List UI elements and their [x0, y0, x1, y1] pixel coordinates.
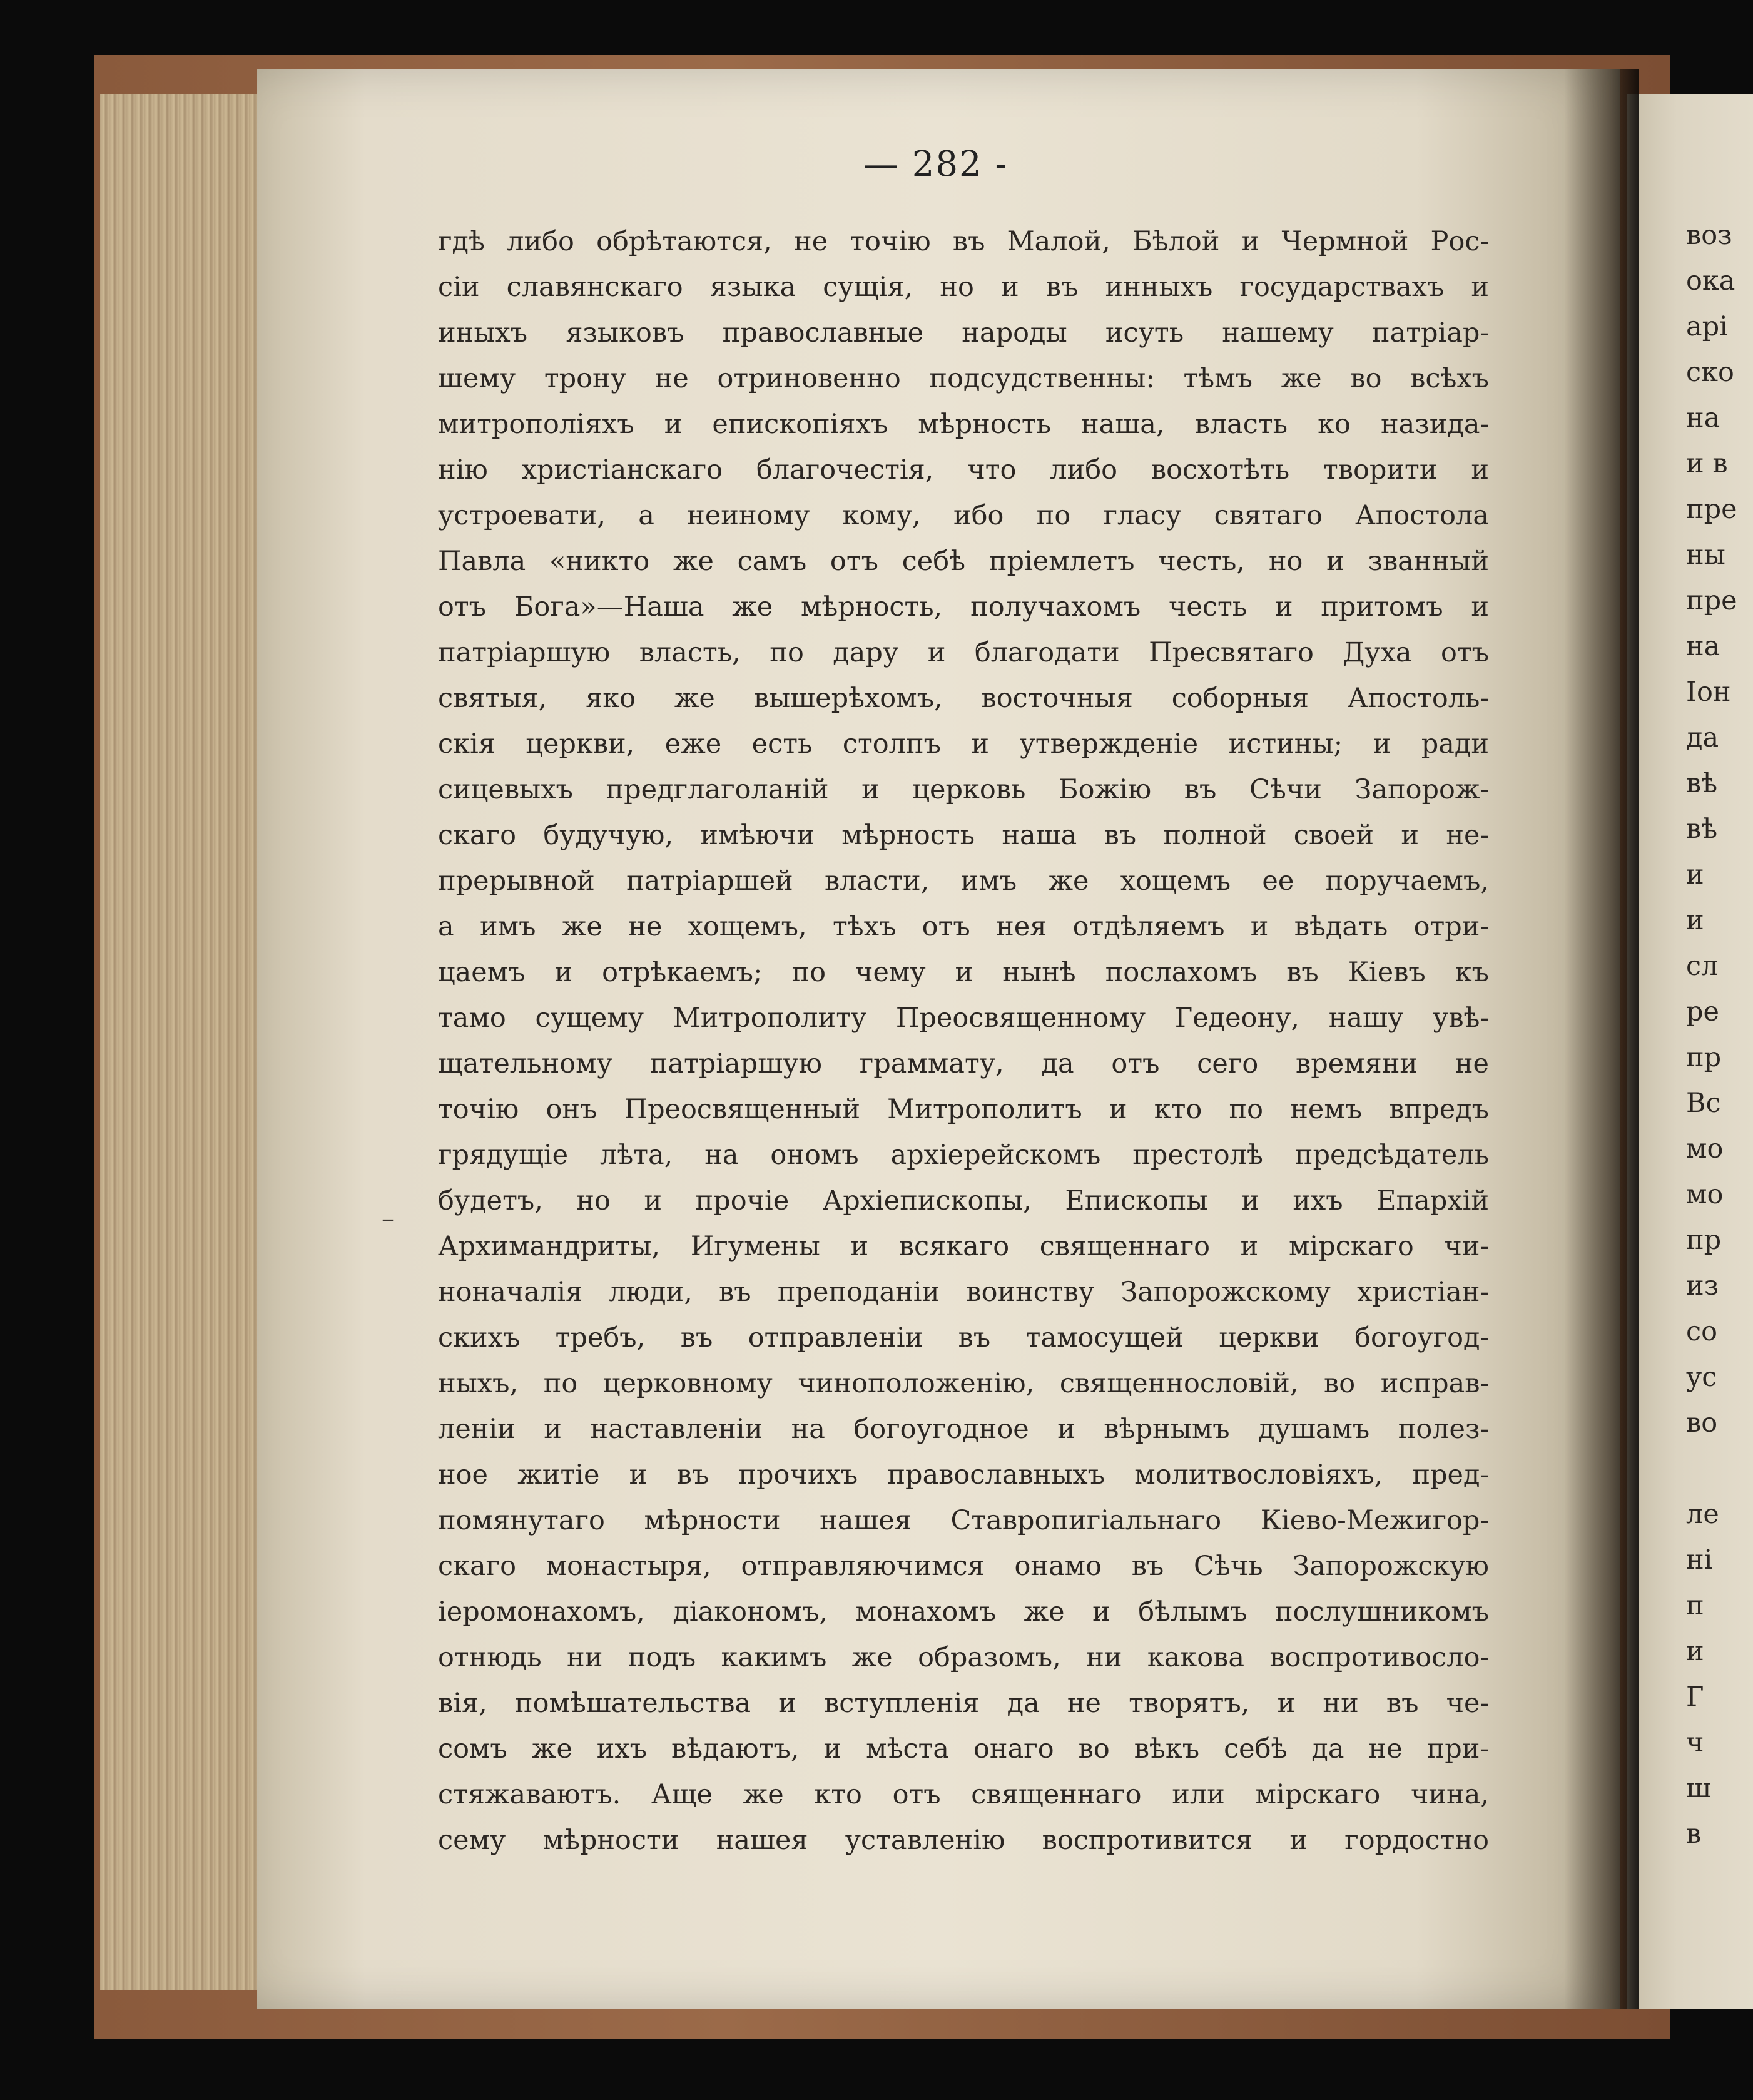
text-line: помянутаго мѣрности нашея Ставропигіальнаго Кіево-Межигор-	[438, 1505, 1489, 1536]
text-line: вія, помѣшательства и вступленія да не творятъ, и ни въ че-	[438, 1688, 1489, 1719]
facing-page-fragment: пре	[1686, 585, 1737, 616]
facing-page-fragment: Іон	[1686, 676, 1731, 708]
text-line: а имъ же не хощемъ, тѣхъ отъ нея отдѣляемъ и вѣдать отри-	[438, 911, 1489, 942]
text-line: тамо сущему Митрополиту Преосвященному Гедеону, нашу увѣ-	[438, 1002, 1489, 1034]
facing-page-fragment: сл	[1686, 951, 1719, 982]
text-line: отъ Бога»—Наша же мѣрность, получахомъ честь и притомъ и	[438, 591, 1489, 623]
facing-page-text	[1686, 213, 1753, 1857]
facing-page-fragment: и	[1686, 1636, 1704, 1667]
facing-page-fragment: вѣ	[1686, 768, 1718, 799]
facing-page-fragment: и в	[1686, 448, 1728, 479]
margin-mark: –	[382, 1205, 394, 1233]
facing-page-fragment: Г	[1686, 1681, 1704, 1713]
facing-page-fragment: на	[1686, 631, 1720, 662]
facing-page-fragment: ны	[1686, 539, 1725, 571]
text-line: святыя, яко же вышерѣхомъ, восточныя соборныя Апостоль-	[438, 683, 1489, 714]
facing-page-fragment	[1686, 1446, 1753, 1492]
facing-page-fragment: ні	[1686, 1544, 1713, 1576]
text-line: устроевати, а неиному кому, ибо по гласу святаго Апостола	[438, 500, 1489, 531]
facing-page-fragment: во	[1686, 1407, 1718, 1439]
facing-page-fragment: арі	[1686, 311, 1728, 342]
text-line: скаго монастыря, отправляючимся онамо въ Сѣчь Запорожскую	[438, 1551, 1489, 1582]
facing-page-fragment: п	[1686, 1590, 1704, 1621]
text-line: иныхъ языковъ православные народы исуть нашему патріар-	[438, 317, 1489, 349]
text-line: митрополіяхъ и епископіяхъ мѣрность наша, власть ко назида-	[438, 409, 1489, 440]
text-line: сицевыхъ предглаголаній и церковь Божію въ Сѣчи Запорож-	[438, 774, 1489, 805]
text-line: сему мѣрности нашея уставленію воспротивится и гордостно	[438, 1825, 1489, 1856]
facing-page-fragment: из	[1686, 1270, 1719, 1302]
facing-page-fragment: ре	[1686, 996, 1719, 1027]
text-line: ноначалія люди, въ преподаніи воинству Запорожскому христіан-	[438, 1277, 1489, 1308]
page-edges	[100, 94, 265, 1990]
facing-page-fragment: пр	[1686, 1042, 1722, 1073]
text-line: гдѣ либо обрѣтаются, не точію въ Малой, Бѣлой и Чермной Рос-	[438, 226, 1489, 257]
text-line: будетъ, но и прочіе Архіепископы, Епископы и ихъ Епархій	[438, 1185, 1489, 1216]
facing-page-fragment: мо	[1686, 1179, 1724, 1210]
facing-page-fragment: вѣ	[1686, 813, 1718, 845]
page-number: — 282 -	[863, 144, 1009, 185]
facing-page-fragment: пре	[1686, 494, 1737, 525]
text-line: цаемъ и отрѣкаемъ; по чему и нынѣ послахомъ въ Кіевъ къ	[438, 957, 1489, 988]
text-line: скія церкви, еже есть столпъ и утвержденіе истины; и ради	[438, 728, 1489, 760]
book-gutter	[1564, 69, 1639, 2009]
facing-page-fragment: ш	[1686, 1773, 1711, 1804]
text-line: леніи и наставленіи на богоугодное и вѣрнымъ душамъ полез-	[438, 1414, 1489, 1445]
facing-page-fragment: мо	[1686, 1133, 1724, 1165]
facing-page-fragment: в	[1686, 1818, 1702, 1850]
text-line: Архимандриты, Игумены и всякаго священнаго и мірскаго чи-	[438, 1231, 1489, 1262]
text-line: патріаршую власть, по дару и благодати Пресвятаго Духа отъ	[438, 637, 1489, 668]
facing-page-fragment: ско	[1686, 357, 1734, 388]
facing-page-fragment: ле	[1686, 1499, 1719, 1530]
facing-page-fragment: ус	[1686, 1362, 1717, 1393]
body-text	[438, 219, 1489, 1863]
facing-page-fragment: пр	[1686, 1225, 1722, 1256]
text-line: ное житіе и въ прочихъ православныхъ молитвословіяхъ, пред-	[438, 1459, 1489, 1491]
text-line: нію христіанскаго благочестія, что либо восхотѣть творити и	[438, 454, 1489, 486]
text-line: скихъ требъ, въ отправленіи въ тамосущей церкви богоугод-	[438, 1322, 1489, 1353]
text-line: скаго будучую, имѣючи мѣрность наша въ полной своей и не-	[438, 820, 1489, 851]
facing-page-fragment: Вс	[1686, 1088, 1721, 1119]
text-line: Павла «никто же самъ отъ себѣ пріемлетъ честь, но и званный	[438, 546, 1489, 577]
text-line: сіи славянскаго языка сущія, но и въ инныхъ государствахъ и	[438, 272, 1489, 303]
text-line: ныхъ, по церковному чиноположенію, священнословій, во исправ-	[438, 1368, 1489, 1399]
facing-page-fragment: на	[1686, 402, 1720, 434]
text-line: щательному патріаршую граммату, да отъ сего времяни не	[438, 1048, 1489, 1079]
text-line: стяжаваютъ. Аще же кто отъ священнаго или мірскаго чина,	[438, 1779, 1489, 1810]
text-line: грядущіе лѣта, на ономъ архіерейскомъ престолѣ предсѣдатель	[438, 1139, 1489, 1171]
text-line: сомъ же ихъ вѣдаютъ, и мѣста онаго во вѣкъ себѣ да не при-	[438, 1733, 1489, 1765]
facing-page-fragment: ч	[1686, 1727, 1704, 1758]
facing-page-fragment: и	[1686, 905, 1704, 936]
facing-page-fragment: и	[1686, 859, 1704, 890]
text-line: точію онъ Преосвященный Митрополитъ и кто по немъ впредъ	[438, 1094, 1489, 1125]
text-line: шему трону не отриновенно подсудственны: тѣмъ же во всѣхъ	[438, 363, 1489, 394]
text-line: прерывной патріаршей власти, имъ же хощемъ ее поручаемъ,	[438, 865, 1489, 897]
facing-page-fragment: со	[1686, 1316, 1717, 1347]
text-line: отнюдь ни подъ какимъ же образомъ, ни какова воспротивосло-	[438, 1642, 1489, 1673]
facing-page-fragment: воз	[1686, 220, 1732, 251]
facing-page-fragment: ока	[1686, 265, 1735, 297]
facing-page-fragment: да	[1686, 722, 1719, 753]
text-line: іеромонахомъ, діакономъ, монахомъ же и бѣлымъ послушникомъ	[438, 1596, 1489, 1628]
